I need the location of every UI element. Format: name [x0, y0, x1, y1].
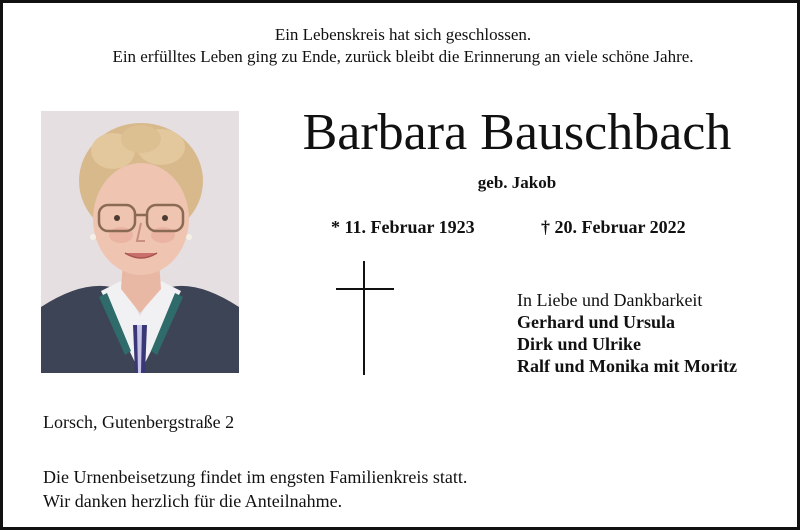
motto-line-2: Ein erfülltes Leben ging zu Ende, zurück bleibt die Erinnerung an viele schöne Jahre. — [112, 47, 694, 66]
closing-line-2: Wir danken herzlich für die Anteilnahme. — [43, 491, 343, 511]
closing-line-1: Die Urnenbeisetzung findet im engsten Familienkreis statt. — [43, 467, 468, 487]
motto-line-1: Ein Lebenskreis hat sich geschlossen. — [274, 25, 532, 44]
cross-horizontal-beam — [336, 288, 394, 290]
mourners-intro: In Liebe und Dankbarkeit — [517, 290, 703, 310]
mourner-family: Gerhard und Ursula — [517, 312, 676, 332]
portrait-illustration — [41, 111, 239, 373]
mourner-family: Dirk und Ulrike — [517, 334, 642, 354]
mourners-block — [517, 289, 737, 377]
birth-date: * 11. Februar 1923 — [331, 217, 475, 237]
portrait-photo — [41, 111, 239, 373]
latin-cross-icon — [333, 261, 397, 375]
death-date: † 20. Februar 2022 — [541, 217, 686, 237]
address: Lorsch, Gutenbergstraße 2 — [43, 412, 235, 432]
mourner-family: Ralf und Monika mit Moritz — [517, 356, 737, 376]
closing-text — [43, 465, 467, 513]
maiden-name: geb. Jakob — [477, 173, 557, 192]
cross-vertical-beam — [363, 261, 365, 375]
deceased-name: Barbara Bauschbach — [302, 104, 732, 161]
